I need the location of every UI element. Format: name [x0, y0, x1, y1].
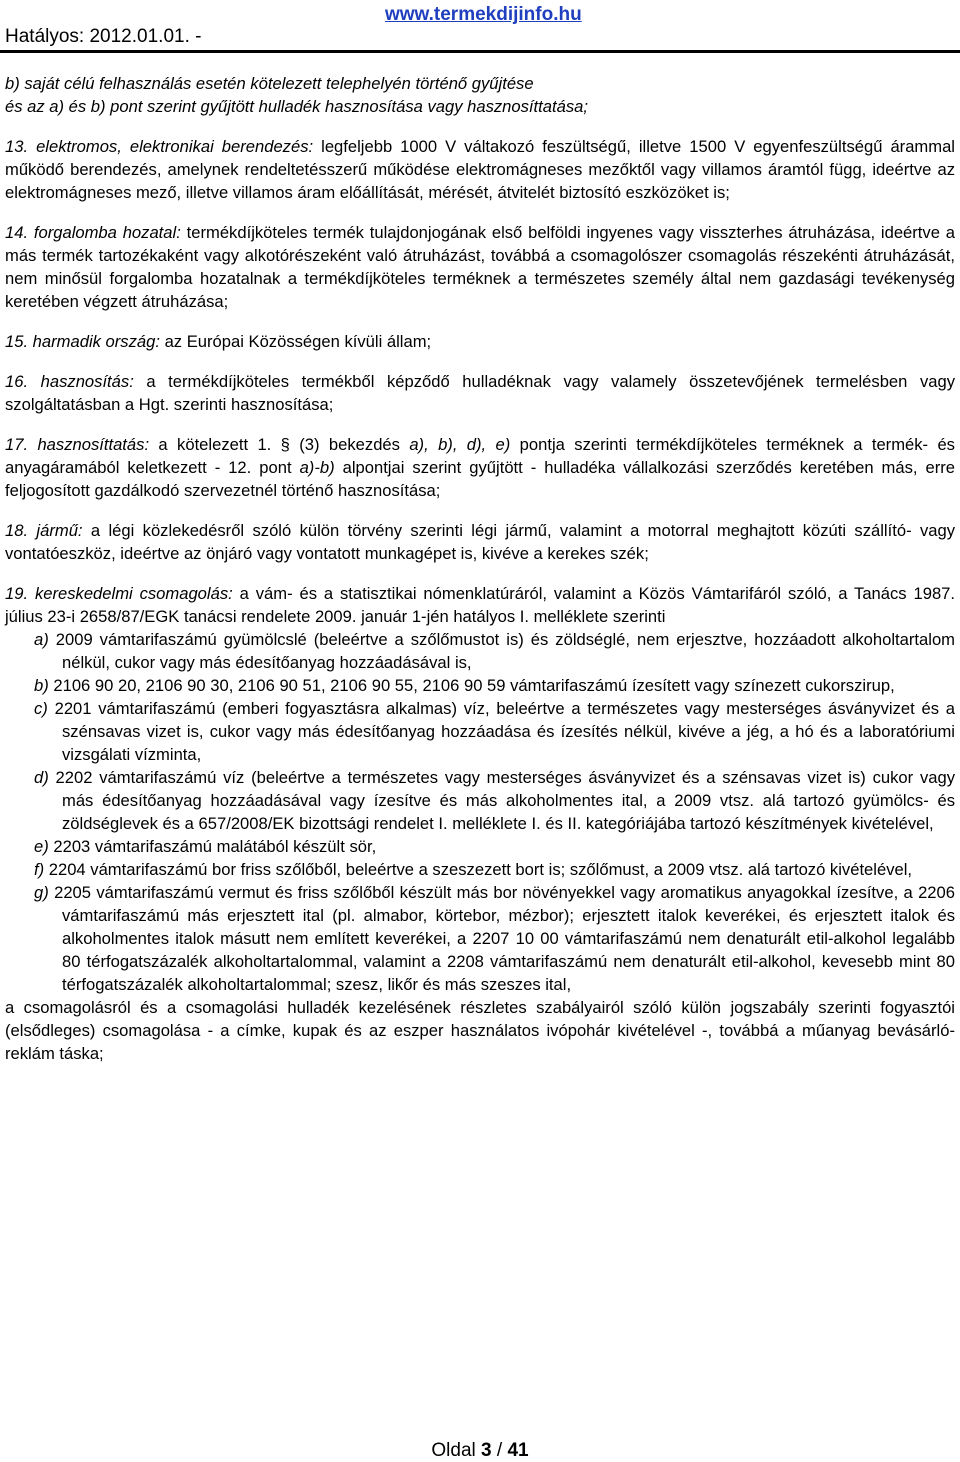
list-item-f-label: f) — [34, 860, 45, 879]
section-sign-icon: § — [280, 435, 290, 454]
list-item-a-text: 2009 vámtarifaszámú gyümölcslé (beleértve a szőlőmustot is) és zöldséglé, nem erjesztve, hozzáadott alkoholtartalom nélkül, cukor vagy más édesítőanyag hozzáadásával is, — [48, 630, 955, 672]
definition-19 — [5, 582, 955, 628]
definition-19-text: a vám- és a statisztikai nómenklatúráról, valamint a Közös Vámtarifáról szóló, a Tanács 1987. július 23-i 2658/87/EGK tanácsi rendelete 2009. január 1-jén hatályos I. melléklete szerinti — [5, 584, 956, 626]
definition-17-points: a), b), d), e) — [409, 435, 511, 454]
header-effective-date: Hatályos: 2012.01.01. - — [5, 26, 202, 47]
page-label: Oldal — [431, 1440, 482, 1461]
definition-17-text-2: (3) bekezdés — [289, 435, 410, 454]
page-separator: / — [491, 1440, 508, 1461]
list-item-c-label: c) — [34, 699, 48, 718]
definition-18 — [5, 519, 955, 565]
term-18: 18. jármű: — [5, 521, 83, 540]
term-13: 13. elektromos, elektronikai berendezés: — [5, 137, 314, 156]
definition-15 — [5, 330, 955, 353]
list-item-d-text: 2202 vámtarifaszámú víz (beleértve a természetes vagy mesterséges ásványvizet és a szénsavas vizet is) cukor vagy más édesítőanyag hozzáadásával vagy ízesítve és más alkoholmentes ital, a 2009 vtsz. alá tartozó gyümölcs- és zöldséglevek és a 657/2008/EK bizottsági rendelet I. melléklete I. és II. kategóriájába tartozó készítmények kivételével, — [48, 768, 955, 833]
current-page: 3 — [481, 1440, 492, 1461]
list-item-c-text: 2201 vámtarifaszámú (emberi fogyasztásra alkalmas) víz, beleértve a természetes vagy mesterséges ásványvizet és a szénsavas vizet is, cukor vagy más édesítőanyag hozzáadása és ízesítés nélkül, kivéve a jég, a hó és a laboratóriumi vizsgálati vízminta, — [47, 699, 955, 764]
definition-17-text-1: a kötelezett 1. — [149, 435, 281, 454]
total-pages: 41 — [507, 1440, 529, 1461]
list-item-a-label: a) — [34, 630, 49, 649]
list-item-b — [5, 674, 955, 697]
document-body — [5, 72, 955, 1065]
list-item-d — [5, 766, 955, 835]
definition-17-text-4: alpontjai szerint gyűjtött - hulladéka vállalkozási szerződés keretében más, erre feljogosított gazdálkodó szervezetnél történő hasznosítása; — [5, 458, 956, 500]
header-divider — [0, 50, 960, 53]
list-item-a — [5, 628, 955, 674]
list-item-e-text: 2203 vámtarifaszámú malátából készült sör, — [48, 837, 377, 856]
term-17: 17. hasznosíttatás: — [5, 435, 150, 454]
term-15: 15. harmadik ország: — [5, 332, 160, 351]
page-footer — [0, 1440, 960, 1462]
definition-17-subpoints: a)-b) — [299, 458, 335, 477]
item-b-text: b) saját célú felhasználás esetén kötelezett telephelyén történő gyűjtése — [5, 74, 534, 93]
definition-17 — [5, 433, 955, 502]
definition-13-text: legfeljebb 1000 V váltakozó feszültségű, illetve 1500 V egyenfeszültségű árammal működő berendezés, amelynek rendeltetésszerű működése elektromágneses mezőktől vagy villamos áramtól függ, ideértve az elektromágneses mező, illetve villamos áram előállítását, mérését, átvitelét biztosító eszközöket is; — [5, 137, 955, 202]
list-item-e — [5, 835, 955, 858]
term-16: 16. hasznosítás: — [5, 372, 134, 391]
term-14: 14. forgalomba hozatal: — [5, 223, 181, 242]
list-item-f — [5, 858, 955, 881]
definition-14 — [5, 221, 955, 313]
term-19: 19. kereskedelmi csomagolás: — [5, 584, 233, 603]
list-item-g-label: g) — [34, 883, 49, 902]
list-item-g-text: 2205 vámtarifaszámú vermut és friss szőlőből készült más bor növényekkel vagy aromatikus anyagokkal ízesítve, a 2206 vámtarifaszámú más erjesztett ital (pl. almabor, körtebor, mézbor); erjesztett italok keverékei, és erjesztett italok és alkoholmentes italok másutt nem említett keverékei, a 2207 10 00 vámtarifaszámú nem denaturált etil-alkohol legalább 80 térfogatszázalék alkoholtartalommal, valamint a 2208 vámtarifaszámú nem denaturált etil-alkohol, kevesebb mint 80 térfogatszázalék alkoholtartalommal; szesz, likőr és más szeszes ital, — [48, 883, 955, 994]
definition-16 — [5, 370, 955, 416]
item-b-continuation: és az a) és b) pont szerint gyűjtött hulladék hasznosítása vagy hasznosíttatása; — [5, 97, 588, 116]
definition-16-text: a termékdíjköteles termékből képződő hulladéknak vagy valamely összetevőjének termelésben vagy szolgáltatásban a Hgt. szerinti hasznosítása; — [5, 372, 955, 414]
paragraph-b — [5, 72, 955, 118]
definition-14-text: termékdíjköteles termék tulajdonjogának első belföldi ingyenes vagy visszterhes átruházása, ideértve a más termék tartozékaként vagy alkotórészeként való átruházást, továbbá a csomagolószer csomagolás részekénti átruházását, nem minősül forgalomba hozatalnak a termékdíjköteles terméknek a természetes személy által nem gazdasági tevékenység keretében végzett átruházása; — [5, 223, 955, 311]
definition-17-text-3: pontja szerinti termékdíjköteles terméknek a termék- és anyagáramából keletkezett - 12. pont — [5, 435, 955, 477]
list-item-g — [5, 881, 955, 996]
header-url[interactable]: www.termekdijinfo.hu — [385, 4, 582, 25]
list-item-f-text: 2204 vámtarifaszámú bor friss szőlőből, beleértve a szeszezett bort is; szőlőmust, a 2009 vtsz. alá tartozó kivételével, — [44, 860, 913, 879]
list-item-e-label: e) — [34, 837, 49, 856]
definition-13 — [5, 135, 955, 204]
definition-15-text: az Európai Közösségen kívüli állam; — [159, 332, 432, 351]
definition-19-closing — [5, 996, 955, 1065]
definition-18-text: a légi közlekedésről szóló külön törvény szerinti légi jármű, valamint a motorral meghajtott közúti szállító- vagy vontatóeszköz, ideértve az önjáró vagy vontatott munkagépet is, kivéve a kerekes szék; — [5, 521, 955, 563]
list-item-d-label: d) — [34, 768, 49, 787]
definition-19-closing-text: a csomagolásról és a csomagolási hulladék kezelésének részletes szabályairól szóló külön jogszabály szerinti fogyasztói (elsődleges) csomagolása - a címke, kupak és az eszper használatos ivópohár kivételével -, továbbá a műanyag bevásárló-reklám táska; — [5, 998, 955, 1063]
list-item-b-label: b) — [34, 676, 49, 695]
list-item-b-text: 2106 90 20, 2106 90 30, 2106 90 51, 2106 90 55, 2106 90 59 vámtarifaszámú ízesített vagy színezett cukorszirup, — [48, 676, 895, 695]
list-item-c — [5, 697, 955, 766]
